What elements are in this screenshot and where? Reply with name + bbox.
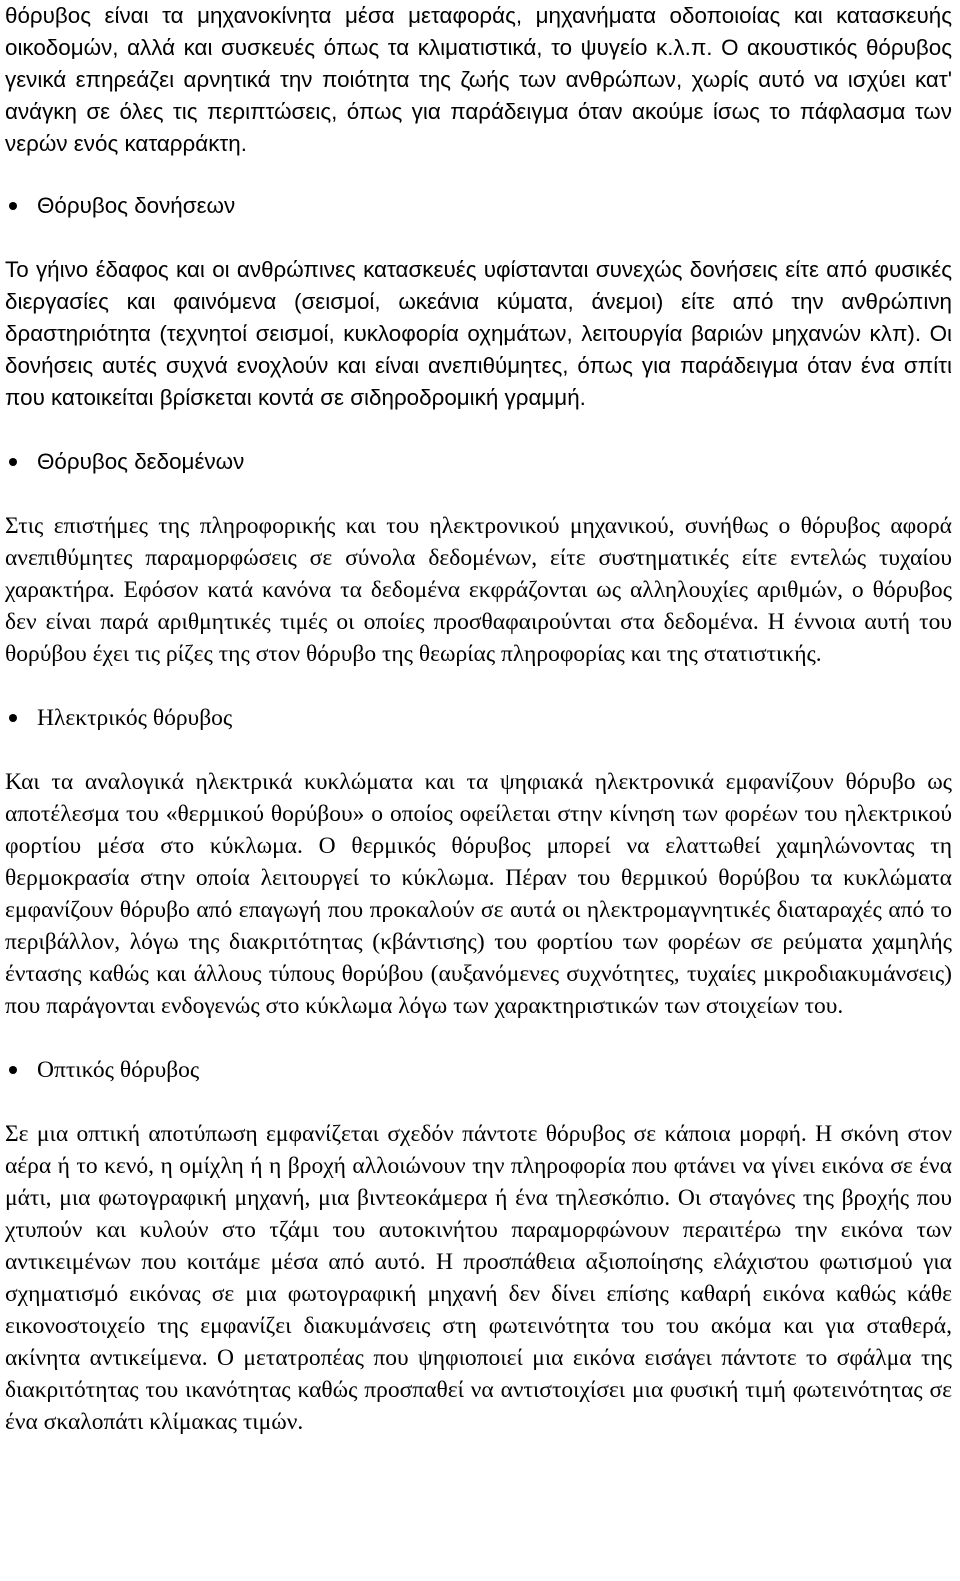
section-heading-text: Ηλεκτρικός θόρυβος: [37, 705, 233, 731]
intro-paragraph: θόρυβος είναι τα μηχανοκίνητα μέσα μεταφοράς, μηχανήματα οδοποιοίας και κατασκευής οικοδομών, αλλά και συσκευές όπως τα κλιματιστικά, το ψυγείο κ.λ.π. Ο ακουστικός θόρυβος γενικά επηρεάζει αρνητικά την ποιότητα της ζωής των ανθρώπων, χωρίς αυτό να ισχύει κατ' ανάγκη σε όλες τις περιπτώσεις, όπως για παράδειγμα όταν ακούμε ίσως το πάφλασμα των νερών ενός καταρράκτη.: [5, 3, 952, 156]
spacer: [5, 160, 952, 190]
spacer: [5, 1022, 952, 1054]
section-heading-vibration: [5, 190, 952, 222]
section-body-electrical: Και τα αναλογικά ηλεκτρικά κυκλώματα και τα ψηφιακά ηλεκτρονικά εμφανίζουν θόρυβο ως αποτέλεσμα του «θερμικού θορύβου» ο οποίος οφείλεται στην κίνηση των φορέων του ηλεκτρικού φορτίου μέσα στο κύκλωμα. Ο θερμικός θόρυβος μπορεί να ελαττωθεί χαμηλώνοντας τη θερμοκρασία στην οποία λειτουργεί το κύκλωμα. Πέραν του θερμικού θορύβου τα κυκλώματα εμφανίζουν θόρυβο από επαγωγή που προκαλούν σε αυτά οι ηλεκτρομαγνητικές διαταραχές από το περιβάλλον, λόγω της διακριτότητας (κβάντισης) του φορτίου των φορέων σε ρεύματα χαμηλής έντασης καθώς και άλλους τύπους θορύβου (αυξανόμενες συχνότητες, τυχαίες μικροδιακυμάνσεις) που παράγονται ενδογενώς στο κύκλωμα λόγω των χαρακτηριστικών των στοιχείων του.: [5, 769, 952, 1019]
section-heading-text: Θόρυβος δεδομένων: [37, 449, 245, 474]
spacer: [5, 1086, 952, 1118]
spacer: [5, 414, 952, 446]
section-heading-text: Θόρυβος δονήσεων: [37, 193, 236, 218]
section-body-optical: Σε μια οπτική αποτύπωση εμφανίζεται σχεδόν πάντοτε θόρυβος σε κάποια μορφή. Η σκόνη στον αέρα ή το κενό, η ομίχλη ή η βροχή αλλοιώνουν την πληροφορία που φτάνει να γίνει εικόνα σε ένα μάτι, μια φωτογραφική μηχανή, μια βιντεοκάμερα ή ένα τηλεσκόπιο. Οι σταγόνες της βροχής που χτυπούν και κυλούν στο τζάμι του αυτοκινήτου παραμορφώνουν περαιτέρω την εικόνα των αντικειμένων που κοιτάμε μέσα από αυτό. Η προσπάθεια αξιοποίησης ελάχιστου φωτισμού για σχηματισμό εικόνας σε μια φωτογραφική μηχανή δεν δίνει επίσης καθαρή εικόνα καθώς κάθε εικονοστοιχείο της εμφανίζει διακυμάνσεις στη φωτεινότητα του του ακόμα και για σταθερά, ακίνητα αντικείμενα. Ο μετατροπέας που ψηφιοποιεί μια εικόνα εισάγει πάντοτε το σφάλμα της διακριτότητας του ικανότητας καθώς προσπαθεί να αντιστοιχίσει μια φυσική τιμή φωτεινότητας σε ένα σκαλοπάτι κλίμακας τιμών.: [5, 1121, 952, 1435]
section-body-data: Στις επιστήμες της πληροφορικής και του ηλεκτρονικού μηχανικού, συνήθως ο θόρυβος αφορά ανεπιθύμητες παραμορφώσεις σε σύνολα δεδομένων, είτε συστηματικές είτε εντελώς τυχαίου χαρακτήρα. Εφόσον κατά κανόνα τα δεδομένα εκφράζονται ως αλληλουχίες αριθμών, ο θόρυβος δεν είναι παρά αριθμητικές τιμές οι οποίες προσθαφαιρούνται στα δεδομένα. Η έννοια αυτή του θορύβου έχει τις ρίζες της στον θόρυβο της θεωρίας πληροφορίας και της στατιστικής.: [5, 513, 952, 667]
spacer: [5, 478, 952, 510]
bullet-icon: [9, 1066, 17, 1074]
spacer: [5, 222, 952, 254]
section-body-vibration: Το γήινο έδαφος και οι ανθρώπινες κατασκευές υφίστανται συνεχώς δονήσεις είτε από φυσικές διεργασίες και φαινόμενα (σεισμοί, ωκεάνια κύματα, άνεμοι) είτε από την ανθρώπινη δραστηριότητα (τεχνητοί σεισμοί, κυκλοφορία οχημάτων, λειτουργία βαριών μηχανών κλπ). Οι δονήσεις αυτές συχνά ενοχλούν και είναι ανεπιθύμητες, όπως για παράδειγμα όταν ένα σπίτι που κατοικείται βρίσκεται κοντά σε σιδηροδρομική γραμμή.: [5, 257, 952, 410]
spacer: [5, 670, 952, 702]
bullet-icon: [9, 458, 17, 466]
bullet-icon: [9, 202, 17, 210]
spacer: [5, 734, 952, 766]
bullet-icon: [9, 714, 17, 722]
section-heading-text: Οπτικός θόρυβος: [37, 1057, 200, 1083]
section-heading-data: [5, 446, 952, 478]
section-heading-optical: [5, 1054, 952, 1086]
section-heading-electrical: [5, 702, 952, 734]
